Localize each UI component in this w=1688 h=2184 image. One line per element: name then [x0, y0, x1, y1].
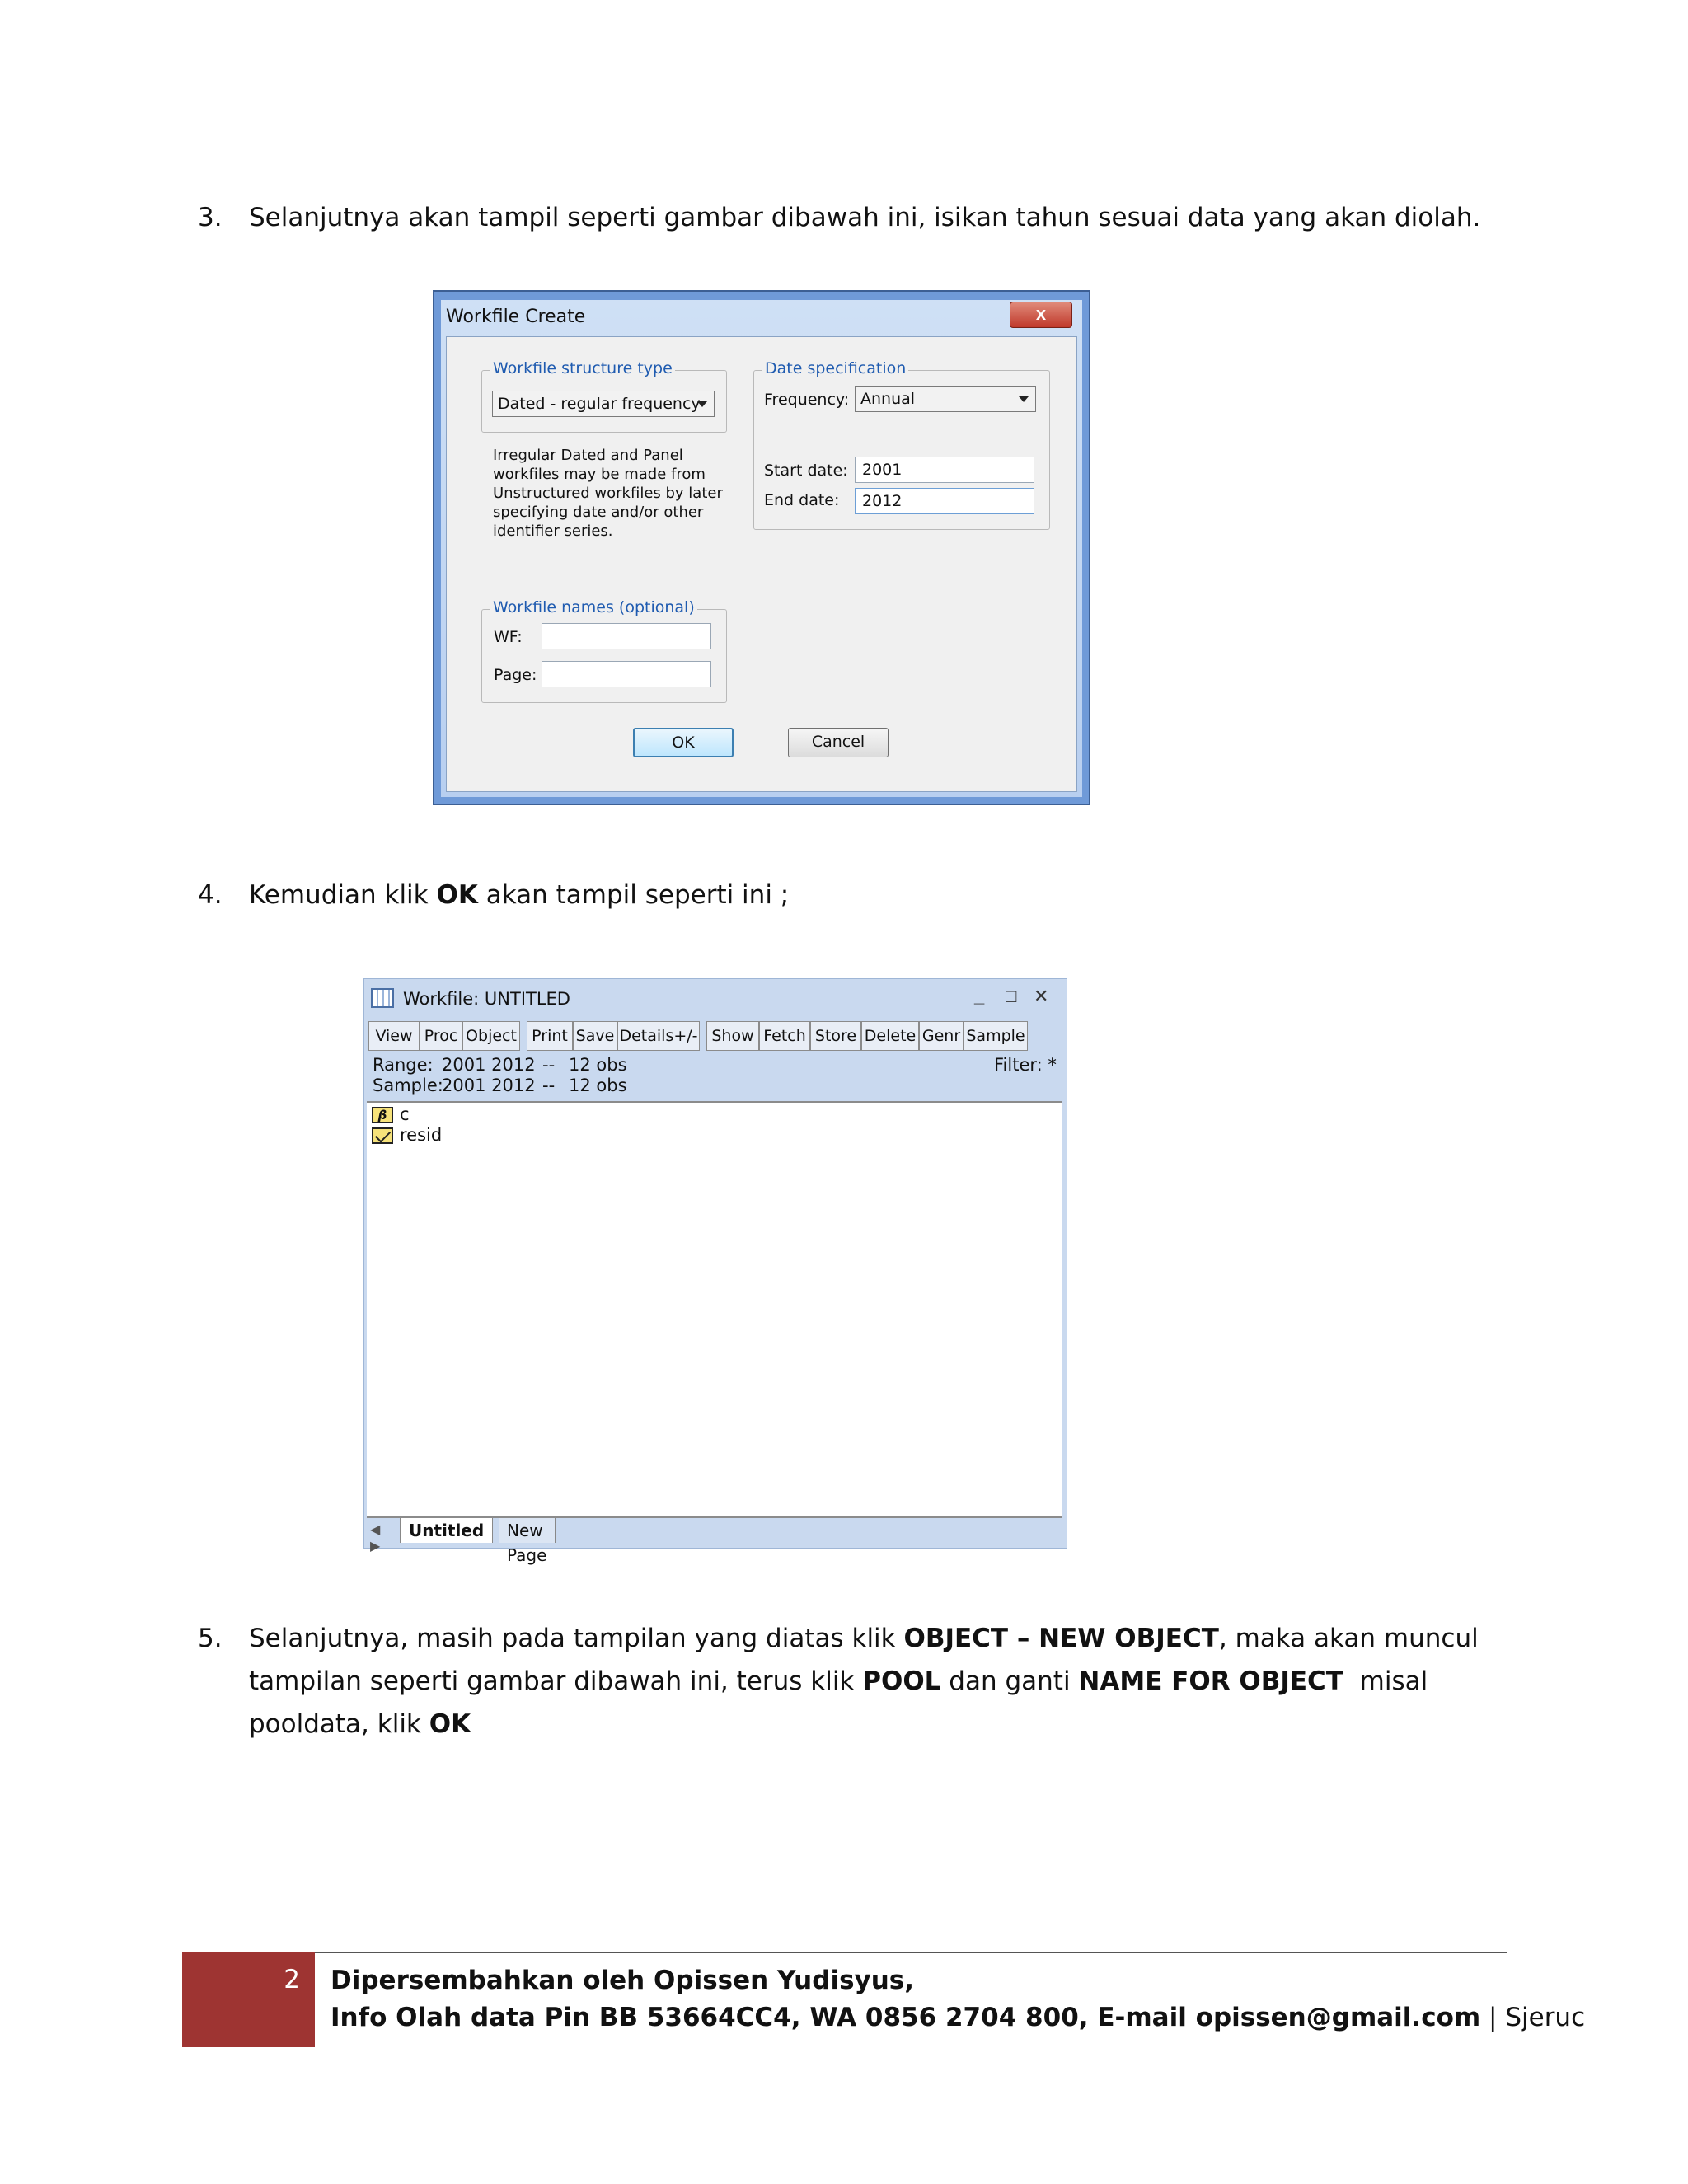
- frequency-value: Annual: [860, 390, 916, 408]
- step-text-bold: POOL: [862, 1666, 941, 1696]
- footer-contact: Info Olah data Pin BB 53664CC4, WA 0856 2704 800, E-mail opissen@gmail.com: [331, 2003, 1481, 2032]
- cancel-button[interactable]: Cancel: [788, 728, 889, 757]
- range-dash: --: [542, 1055, 556, 1075]
- view-button[interactable]: View: [368, 1021, 420, 1051]
- list-item[interactable]: [372, 1125, 442, 1145]
- sample-obs: 12 obs: [569, 1076, 627, 1095]
- range-label: Range:: [373, 1055, 434, 1075]
- footer-page-block: [182, 1952, 315, 2047]
- tab-new-page[interactable]: New Page: [499, 1518, 556, 1543]
- footer-divider: [314, 1952, 1507, 1953]
- close-icon[interactable]: ✕: [1034, 986, 1049, 1006]
- start-date-label: Start date:: [764, 462, 848, 480]
- item-label: resid: [400, 1125, 443, 1145]
- workfile-object-list: [367, 1101, 1062, 1518]
- footer-separator: |: [1480, 2003, 1506, 2032]
- step-number: 5.: [198, 1624, 223, 1653]
- step-text-bold: OK: [436, 880, 478, 910]
- page-label: Page:: [494, 666, 537, 684]
- ok-button[interactable]: OK: [633, 728, 734, 757]
- wf-label: WF:: [494, 628, 523, 646]
- workfile-window: [363, 978, 1067, 1565]
- step-number: 4.: [198, 880, 223, 910]
- date-specification-legend: Date specification: [762, 359, 908, 377]
- range-obs: 12 obs: [569, 1055, 627, 1075]
- workfile-names-group: [481, 598, 727, 703]
- step-text-bold: NAME FOR OBJECT: [1078, 1666, 1343, 1696]
- page-input[interactable]: [542, 661, 711, 687]
- dialog-title: Workfile Create: [446, 307, 586, 327]
- item-label: c: [400, 1104, 410, 1124]
- filter-label[interactable]: Filter: *: [994, 1055, 1057, 1075]
- tab-untitled[interactable]: Untitled: [400, 1518, 493, 1543]
- sample-value[interactable]: 2001 2012: [442, 1076, 536, 1095]
- end-date-input[interactable]: 2012: [855, 488, 1034, 514]
- step-text-part: Kemudian klik: [249, 880, 437, 910]
- structure-type-group: [481, 359, 727, 433]
- step-text: Selanjutnya akan tampil seperti gambar dibawah ini, isikan tahun sesuai data yang akan diolah.: [249, 203, 1481, 232]
- sample-dash: --: [542, 1076, 556, 1095]
- print-button[interactable]: Print: [527, 1021, 573, 1051]
- wf-input[interactable]: [542, 623, 711, 649]
- tab-scroll-icon[interactable]: ◀ ▶: [370, 1523, 381, 1554]
- proc-button[interactable]: Proc: [420, 1021, 462, 1051]
- workfile-names-legend: Workfile names (optional): [490, 598, 697, 616]
- end-date-label: End date:: [764, 491, 840, 509]
- footer-line-2: [331, 1999, 1585, 2036]
- step-text: [249, 874, 1535, 916]
- step-number: 3.: [198, 203, 223, 232]
- structure-note: Irregular Dated and Panel workfiles may be made from Unstructured workfiles by later specifying date and/or other identifier series.: [493, 447, 723, 540]
- step-text-part: Selanjutnya, masih pada tampilan yang diatas klik: [249, 1624, 904, 1653]
- object-button[interactable]: Object: [462, 1021, 520, 1051]
- date-specification-group: [753, 359, 1050, 530]
- structure-type-legend: Workfile structure type: [490, 359, 675, 377]
- range-value[interactable]: 2001 2012: [442, 1055, 536, 1075]
- step-text-part: misal pooldata, klik: [249, 1666, 1437, 1739]
- page-number: 2: [284, 1965, 300, 1994]
- frequency-select[interactable]: [855, 386, 1036, 412]
- save-button[interactable]: Save: [573, 1021, 617, 1051]
- footer-line-1: Dipersembahkan oleh Opissen Yudisyus,: [331, 1966, 915, 1995]
- step-text-bold: OBJECT – NEW OBJECT: [903, 1624, 1219, 1653]
- structure-type-value: Dated - regular frequency: [498, 395, 701, 413]
- details-button[interactable]: Details+/-: [617, 1021, 700, 1051]
- structure-type-select[interactable]: [492, 391, 715, 417]
- workfile-icon: [371, 988, 394, 1008]
- step-text-bold: OK: [429, 1709, 471, 1739]
- list-item[interactable]: [372, 1104, 410, 1124]
- delete-button[interactable]: Delete: [861, 1021, 919, 1051]
- start-date-input[interactable]: 2001: [855, 457, 1034, 483]
- chevron-down-icon: [1019, 396, 1029, 402]
- coefficient-icon: β: [372, 1107, 393, 1123]
- maximize-icon[interactable]: □: [1006, 986, 1017, 1006]
- show-button[interactable]: Show: [706, 1021, 759, 1051]
- workfile-title: Workfile: UNTITLED: [403, 989, 570, 1009]
- workfile-create-dialog: [433, 290, 1090, 805]
- minimize-icon[interactable]: _: [974, 986, 985, 1006]
- footer-plain: Sjeruc: [1505, 2003, 1586, 2032]
- fetch-button[interactable]: Fetch: [759, 1021, 810, 1051]
- series-icon: [372, 1127, 393, 1144]
- sample-label: Sample:: [373, 1076, 443, 1095]
- sample-button[interactable]: Sample: [964, 1021, 1028, 1051]
- frequency-label: Frequency:: [764, 391, 850, 409]
- close-icon[interactable]: x: [1010, 302, 1072, 328]
- chevron-down-icon: [697, 401, 707, 407]
- step-text-part: , maka akan muncul tampilan seperti gambar dibawah ini, terus klik: [249, 1624, 1479, 1696]
- footer-text: [331, 1962, 1585, 2036]
- store-button[interactable]: Store: [810, 1021, 861, 1051]
- step-text-part: akan tampil seperti ini ;: [477, 880, 790, 910]
- genr-button[interactable]: Genr: [919, 1021, 964, 1051]
- step-text: [249, 1617, 1535, 1746]
- step-text-part: dan ganti: [940, 1666, 1079, 1696]
- dialog-body: [446, 336, 1077, 792]
